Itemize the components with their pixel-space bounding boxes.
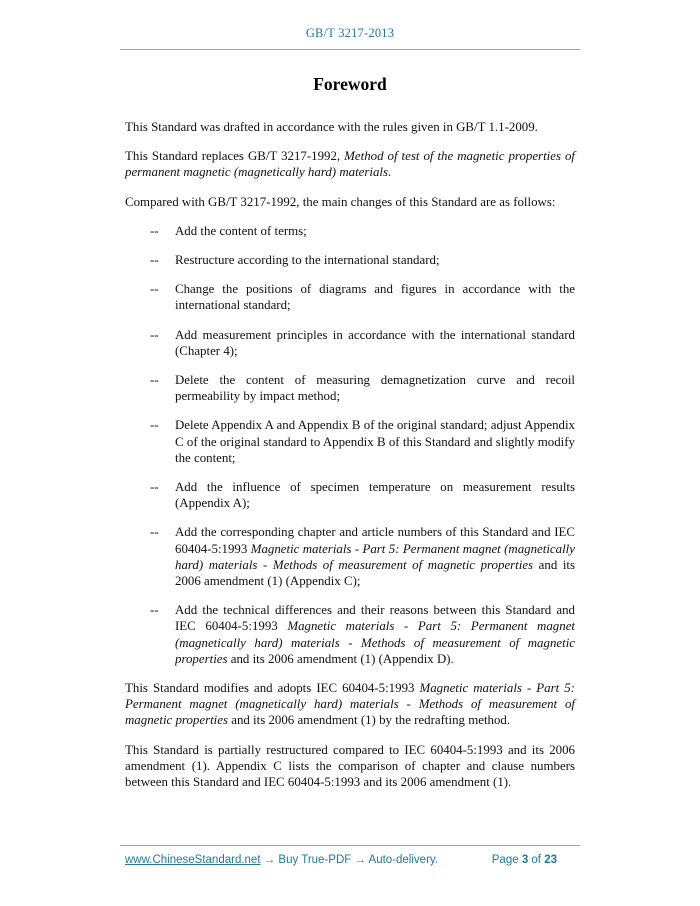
list-item bbox=[125, 327, 575, 359]
paragraph bbox=[125, 119, 575, 135]
text-run: and its 2006 amendment (1) (Appendix D). bbox=[227, 651, 454, 666]
dash-marker: -- bbox=[150, 603, 159, 618]
paragraph bbox=[125, 194, 575, 210]
site-link[interactable]: www.ChineseStandard.net bbox=[125, 854, 261, 866]
text-run: This Standard modifies and adopts IEC 60404-5:1993 bbox=[125, 681, 420, 696]
list-item-text bbox=[175, 524, 575, 589]
page-footer bbox=[0, 837, 700, 866]
dash-marker: -- bbox=[150, 418, 159, 433]
list-item bbox=[125, 602, 575, 667]
list-item-text bbox=[175, 252, 575, 268]
list-item-text bbox=[175, 372, 575, 404]
italic-text: Magnetic materials - Part 5: Permanent magnet (magnetically hard) materials - Methods of measurement of magnetic properties bbox=[125, 681, 575, 728]
list-item-text bbox=[175, 417, 575, 466]
page-indicator bbox=[492, 854, 557, 866]
dash-marker: -- bbox=[150, 282, 159, 297]
list-item bbox=[125, 372, 575, 404]
footer-divider bbox=[120, 845, 580, 846]
text-run: This Standard is partially restructured compared to IEC 60404-5:1993 and its 2006 amendment (1). Appendix C lists the comparison of chapter and clause numbers between this Standard and IEC 60404-5:1993 and its 2006 amendment (1). bbox=[125, 742, 575, 790]
italic-text: Magnetic materials - Part 5: Permanent magnet (magnetically hard) materials - Methods of measurement of magnetic properties bbox=[175, 541, 575, 572]
list-item-text bbox=[175, 327, 575, 359]
text-run: Delete the content of measuring demagnetization curve and recoil permeability by impact method; bbox=[175, 373, 575, 404]
page-total: 23 bbox=[544, 854, 557, 866]
italic-text: Magnetic materials - Part 5: Permanent magnet (magnetically hard) materials - Methods of measurement of magnetic properties bbox=[175, 619, 575, 666]
paragraph bbox=[125, 680, 575, 729]
of-label: of bbox=[528, 854, 545, 866]
text-run: and its 2006 amendment (1) by the redrafting method. bbox=[228, 713, 511, 728]
footer-row bbox=[125, 854, 575, 866]
dash-marker: -- bbox=[150, 525, 159, 540]
list-item-text bbox=[175, 223, 575, 239]
text-run: and its 2006 amendment (1) (Appendix C); bbox=[175, 557, 575, 589]
text-run: Add the technical differences and their reasons between this Standard and IEC 60404-5:1993 bbox=[175, 603, 575, 634]
list-item-text bbox=[175, 602, 575, 667]
page-current: 3 bbox=[521, 854, 529, 866]
page-header bbox=[0, 0, 700, 50]
footer-tagline: → Buy True-PDF → Auto-delivery. bbox=[260, 854, 438, 866]
text-run: Compared with GB/T 3217-1992, the main changes of this Standard are as follows: bbox=[125, 194, 556, 209]
text-run: Restructure according to the international standard; bbox=[175, 253, 440, 268]
text-run: This Standard was drafted in accordance with the rules given in GB/T 1.1-2009. bbox=[125, 120, 538, 134]
paragraph bbox=[125, 148, 575, 180]
text-run: Delete Appendix A and Appendix B of the original standard; adjust Appendix C of the original standard to Appendix B of this Standard and slightly modify the content; bbox=[175, 418, 575, 465]
text-run: This Standard replaces GB/T 3217-1992, bbox=[125, 149, 345, 164]
text-run: Add measurement principles in accordance with the international standard (Chapter 4); bbox=[175, 327, 575, 358]
list-item bbox=[125, 252, 575, 268]
dash-marker: -- bbox=[150, 480, 159, 495]
text-run: . bbox=[388, 165, 392, 180]
page-label: Page bbox=[491, 854, 522, 866]
list-item bbox=[125, 417, 575, 466]
page-title: Foreword bbox=[313, 74, 387, 94]
list-item bbox=[125, 524, 575, 589]
footer-link-line bbox=[125, 854, 438, 866]
header-divider bbox=[120, 49, 580, 50]
list-item bbox=[125, 281, 575, 313]
dash-marker: -- bbox=[150, 373, 159, 388]
text-run: Add the content of terms; bbox=[175, 223, 307, 238]
italic-text: Method of test of the magnetic properties of permanent magnetic (magnetically hard) materials bbox=[125, 149, 575, 180]
list-item bbox=[125, 479, 575, 511]
list-item-text bbox=[175, 281, 575, 313]
dash-marker: -- bbox=[150, 253, 159, 268]
dash-marker: -- bbox=[150, 327, 159, 342]
document-body bbox=[125, 119, 575, 790]
text-run: Add the corresponding chapter and article numbers of this Standard and IEC 60404-5:1993 bbox=[175, 525, 575, 556]
list-item bbox=[125, 223, 575, 239]
paragraph bbox=[125, 742, 575, 791]
text-run: Change the positions of diagrams and figures in accordance with the international standard; bbox=[175, 282, 575, 313]
text-run: Add the influence of specimen temperature on measurement results (Appendix A); bbox=[175, 480, 575, 511]
standard-number: GB/T 3217-2013 bbox=[305, 26, 395, 40]
dash-marker: -- bbox=[150, 223, 159, 238]
list-item-text bbox=[175, 479, 575, 511]
